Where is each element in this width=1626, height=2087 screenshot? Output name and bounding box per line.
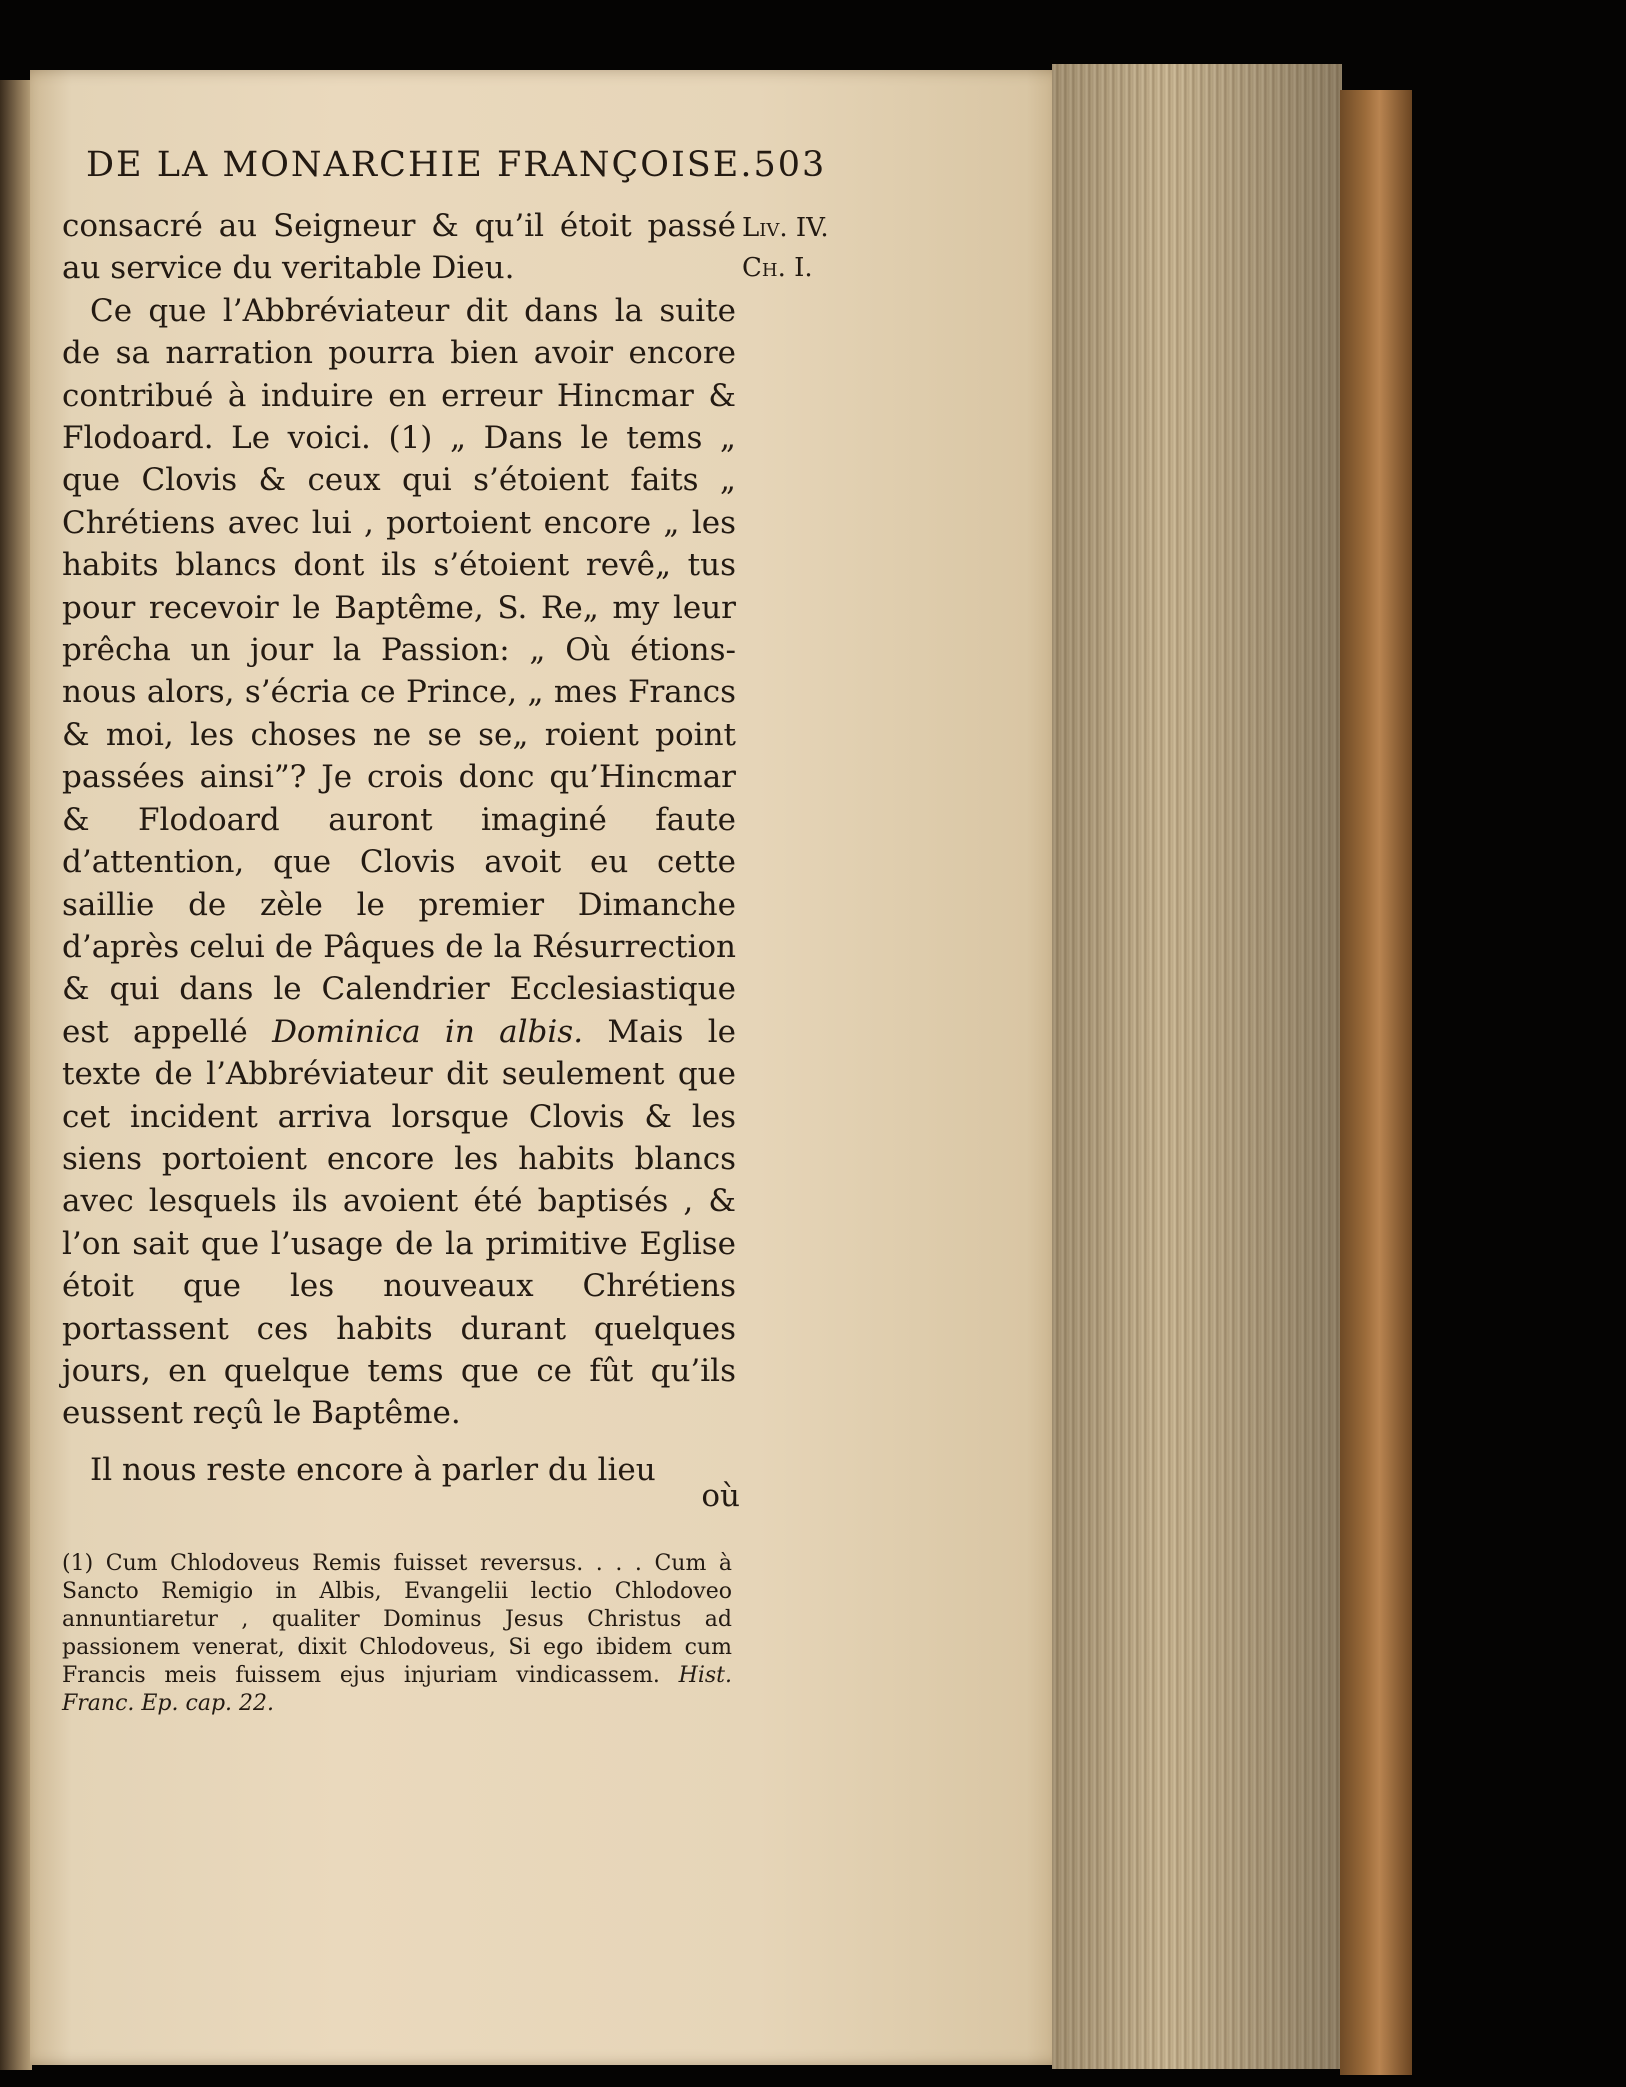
margin-note [742, 208, 862, 288]
paragraph-2 [62, 290, 736, 1435]
footnote-citation: Hist. Franc. Ep. cap. 22. [62, 1663, 732, 1716]
leather-cover-edge [1340, 90, 1412, 2075]
margin-note-chapter: Ch. I. [742, 253, 813, 283]
paragraph-1: consacré au Seigneur & qu’il étoit passé au service du veritable Dieu. [62, 208, 736, 287]
paragraph-2-end: Mais le texte de l’Abbréviateur dit seulement que cet incident arriva lorsque Clovis & les siens portoient encore les habits blancs avec lesquels ils avoient été baptisés , & l’on sait que l’usage de la primitive Eglise étoit que les nouveaux Chrétiens portassent ces habits durant quelques jours, en quelque tems que ce fût qu’ils eussent reçû le Baptême. [62, 1013, 737, 1432]
paragraph-2-start: Ce que l’Abbréviateur dit dans la suite de sa narration pourra bien avoir encore contribué à induire en erreur Hincmar & Flodoard. Le voici. (1) „ Dans le tems „ que Clovis & ceux qui s’étoient faits „ Chrétiens avec lui , portoient encore „ les habits blancs dont ils s’étoient revê„ tus pour recevoir le Baptême, S. Re„ my leur prêcha un jour la Passion: „ Où étions-nous alors, s’écria ce Prince, „ mes Francs & moi, les choses ne se se„ roient point passées ainsi”? Je crois donc qu’Hincmar & Flodoard auront imaginé faute d’attention, que Clovis avoit eu cette saillie de zèle le premier Dimanche d’après celui de Pâques de la Résurrection & qui dans le Calendrier Ecclesiastique est appellé [62, 292, 736, 1050]
running-head [86, 145, 827, 185]
running-head-title: DE LA MONARCHIE FRANÇOISE. [86, 145, 754, 185]
page-number: 503 [753, 145, 827, 185]
footnote [62, 1550, 732, 1718]
footnote-text: (1) Cum Chlodoveus Remis fuisset reversus. . . . Cum à Sancto Remigio in Albis, Evangelii lectio Chlodoveo annuntiaretur , qualiter Dominus Jesus Christus ad passionem venerat, dixit Chlodoveus, Si ego ibidem cum Francis meis fuissem ejus injuriam vindicassem. [62, 1551, 732, 1688]
paragraph-3: Il nous reste encore à parler du lieu [90, 1451, 656, 1488]
catchword: où [701, 1478, 740, 1514]
body-text [62, 205, 736, 1491]
paragraph-2-italic: Dominica in albis. [272, 1013, 584, 1050]
margin-note-book: Liv. IV. [742, 213, 829, 243]
page-block-edge [1052, 64, 1342, 2069]
previous-page-edge [0, 80, 32, 2070]
